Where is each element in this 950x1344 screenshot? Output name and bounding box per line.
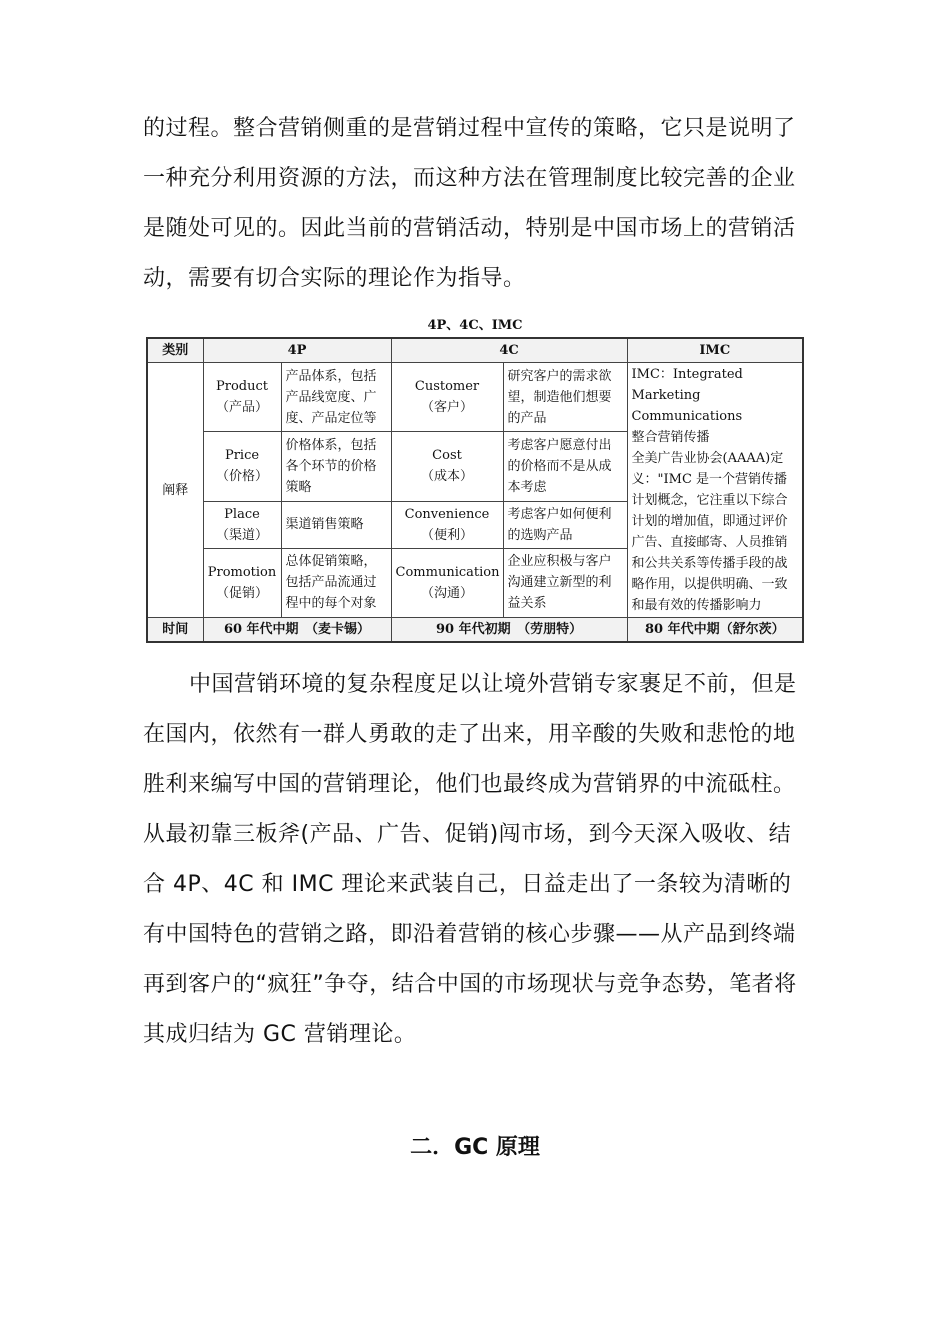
c-item xyxy=(391,363,503,432)
c-item-desc: 考虑客户如何便利的选购产品 xyxy=(503,501,627,548)
table-row xyxy=(147,363,803,432)
c-item-name: Communication xyxy=(395,564,500,580)
p-item xyxy=(203,501,281,548)
body-paragraph-1: 的过程。整合营销侧重的是营销过程中宣传的策略，它只是说明了一种充分利用资源的方法，而这种方法在管理制度比较完善的企业是随处可见的。因此当前的营销活动，特别是中国市场上的营销活动，需要有切合实际的理论作为指导。 xyxy=(143,116,796,291)
p-item-cn: （渠道） xyxy=(215,527,268,543)
footer-time-imc: 80 年代中期（舒尔茨） xyxy=(627,618,803,643)
table-header-row xyxy=(147,338,803,363)
imc-desc-line1: IMC：Integrated Marketing xyxy=(631,367,743,403)
p-item-desc: 总体促销策略，包括产品流通过程中的每个对象 xyxy=(281,548,391,617)
c-item-cn: （成本） xyxy=(421,469,474,485)
c-item-desc: 研究客户的需求欲望，制造他们想要的产品 xyxy=(503,363,627,432)
footer-time-4c: 90 年代初期 （劳朋特） xyxy=(391,618,627,643)
imc-description xyxy=(627,363,803,618)
footer-label: 时间 xyxy=(147,618,203,643)
marketing-theory-table-figure xyxy=(146,315,804,643)
c-item-cn: （客户） xyxy=(421,400,474,416)
comparison-table xyxy=(146,337,804,643)
header-category: 类别 xyxy=(147,338,203,363)
table-title: 4P、4C、IMC xyxy=(427,318,523,333)
p-item-desc: 价格体系，包括各个环节的价格策略 xyxy=(281,432,391,501)
c-item-name: Cost xyxy=(432,448,462,464)
header-imc: IMC xyxy=(627,338,803,363)
c-item-cn: （沟通） xyxy=(421,585,474,601)
p-item-name: Price xyxy=(224,448,260,464)
table-footer-row xyxy=(147,618,803,643)
p-item-cn: （促销） xyxy=(215,585,268,601)
p-item xyxy=(203,432,281,501)
imc-desc-line2: Communications xyxy=(631,409,743,424)
p-item-name: Place xyxy=(224,506,260,522)
section-heading: 二．GC 原理 xyxy=(410,1135,540,1160)
c-item-name: Customer xyxy=(414,379,480,395)
p-item-desc: 渠道销售策略 xyxy=(281,501,391,548)
p-item xyxy=(203,548,281,617)
c-item-cn: （便利） xyxy=(421,527,474,543)
p-item-cn: （产品） xyxy=(215,400,268,416)
c-item-desc: 企业应积极与客户沟通建立新型的利益关系 xyxy=(503,548,627,617)
c-item xyxy=(391,501,503,548)
p-item-name: Product xyxy=(216,379,268,395)
c-item xyxy=(391,548,503,617)
header-4p: 4P xyxy=(203,338,391,363)
p-item-name: Promotion xyxy=(207,564,277,580)
p-item xyxy=(203,363,281,432)
row-label-explanation: 阐释 xyxy=(147,363,203,618)
footer-time-4p: 60 年代中期 （麦卡锡） xyxy=(203,618,391,643)
c-item xyxy=(391,432,503,501)
p-item-cn: （价格） xyxy=(215,469,268,485)
c-item-desc: 考虑客户愿意付出的价格而不是从成本考虑 xyxy=(503,432,627,501)
imc-desc-line4: 全美广告业协会(AAAA)定义："IMC 是一个营销传播计划概念，它注重以下综合计划的增加值，即通过评价广告、直接邮寄、人员推销和公共关系等传播手段的战略作用，以提供明确、一致和最有效的传播影响力 xyxy=(631,451,788,613)
imc-desc-line3: 整合营销传播 xyxy=(631,430,710,445)
body-paragraph-2: 中国营销环境的复杂程度足以让境外营销专家裹足不前，但是在国内，依然有一群人勇敢的走了出来，用辛酸的失败和悲怆的地胜利来编写中国的营销理论，他们也最终成为营销界的中流砥柱。从最初靠三板斧(产品、广告、促销)闯市场，到今天深入吸收、结合 4P、4C 和 IMC 理论来武装自己，日益走出了一条较为清晰的有中国特色的营销之路，即沿着营销的核心步骤——从产品到终端再到客户的“疯狂”争夺，结合中国的市场现状与竞争态势，笔者将其成归结为 GC 营销理论。 xyxy=(143,672,797,1047)
c-item-name: Convenience xyxy=(404,506,490,522)
p-item-desc: 产品体系，包括产品线宽度、广度、产品定位等 xyxy=(281,363,391,432)
header-4c: 4C xyxy=(391,338,627,363)
